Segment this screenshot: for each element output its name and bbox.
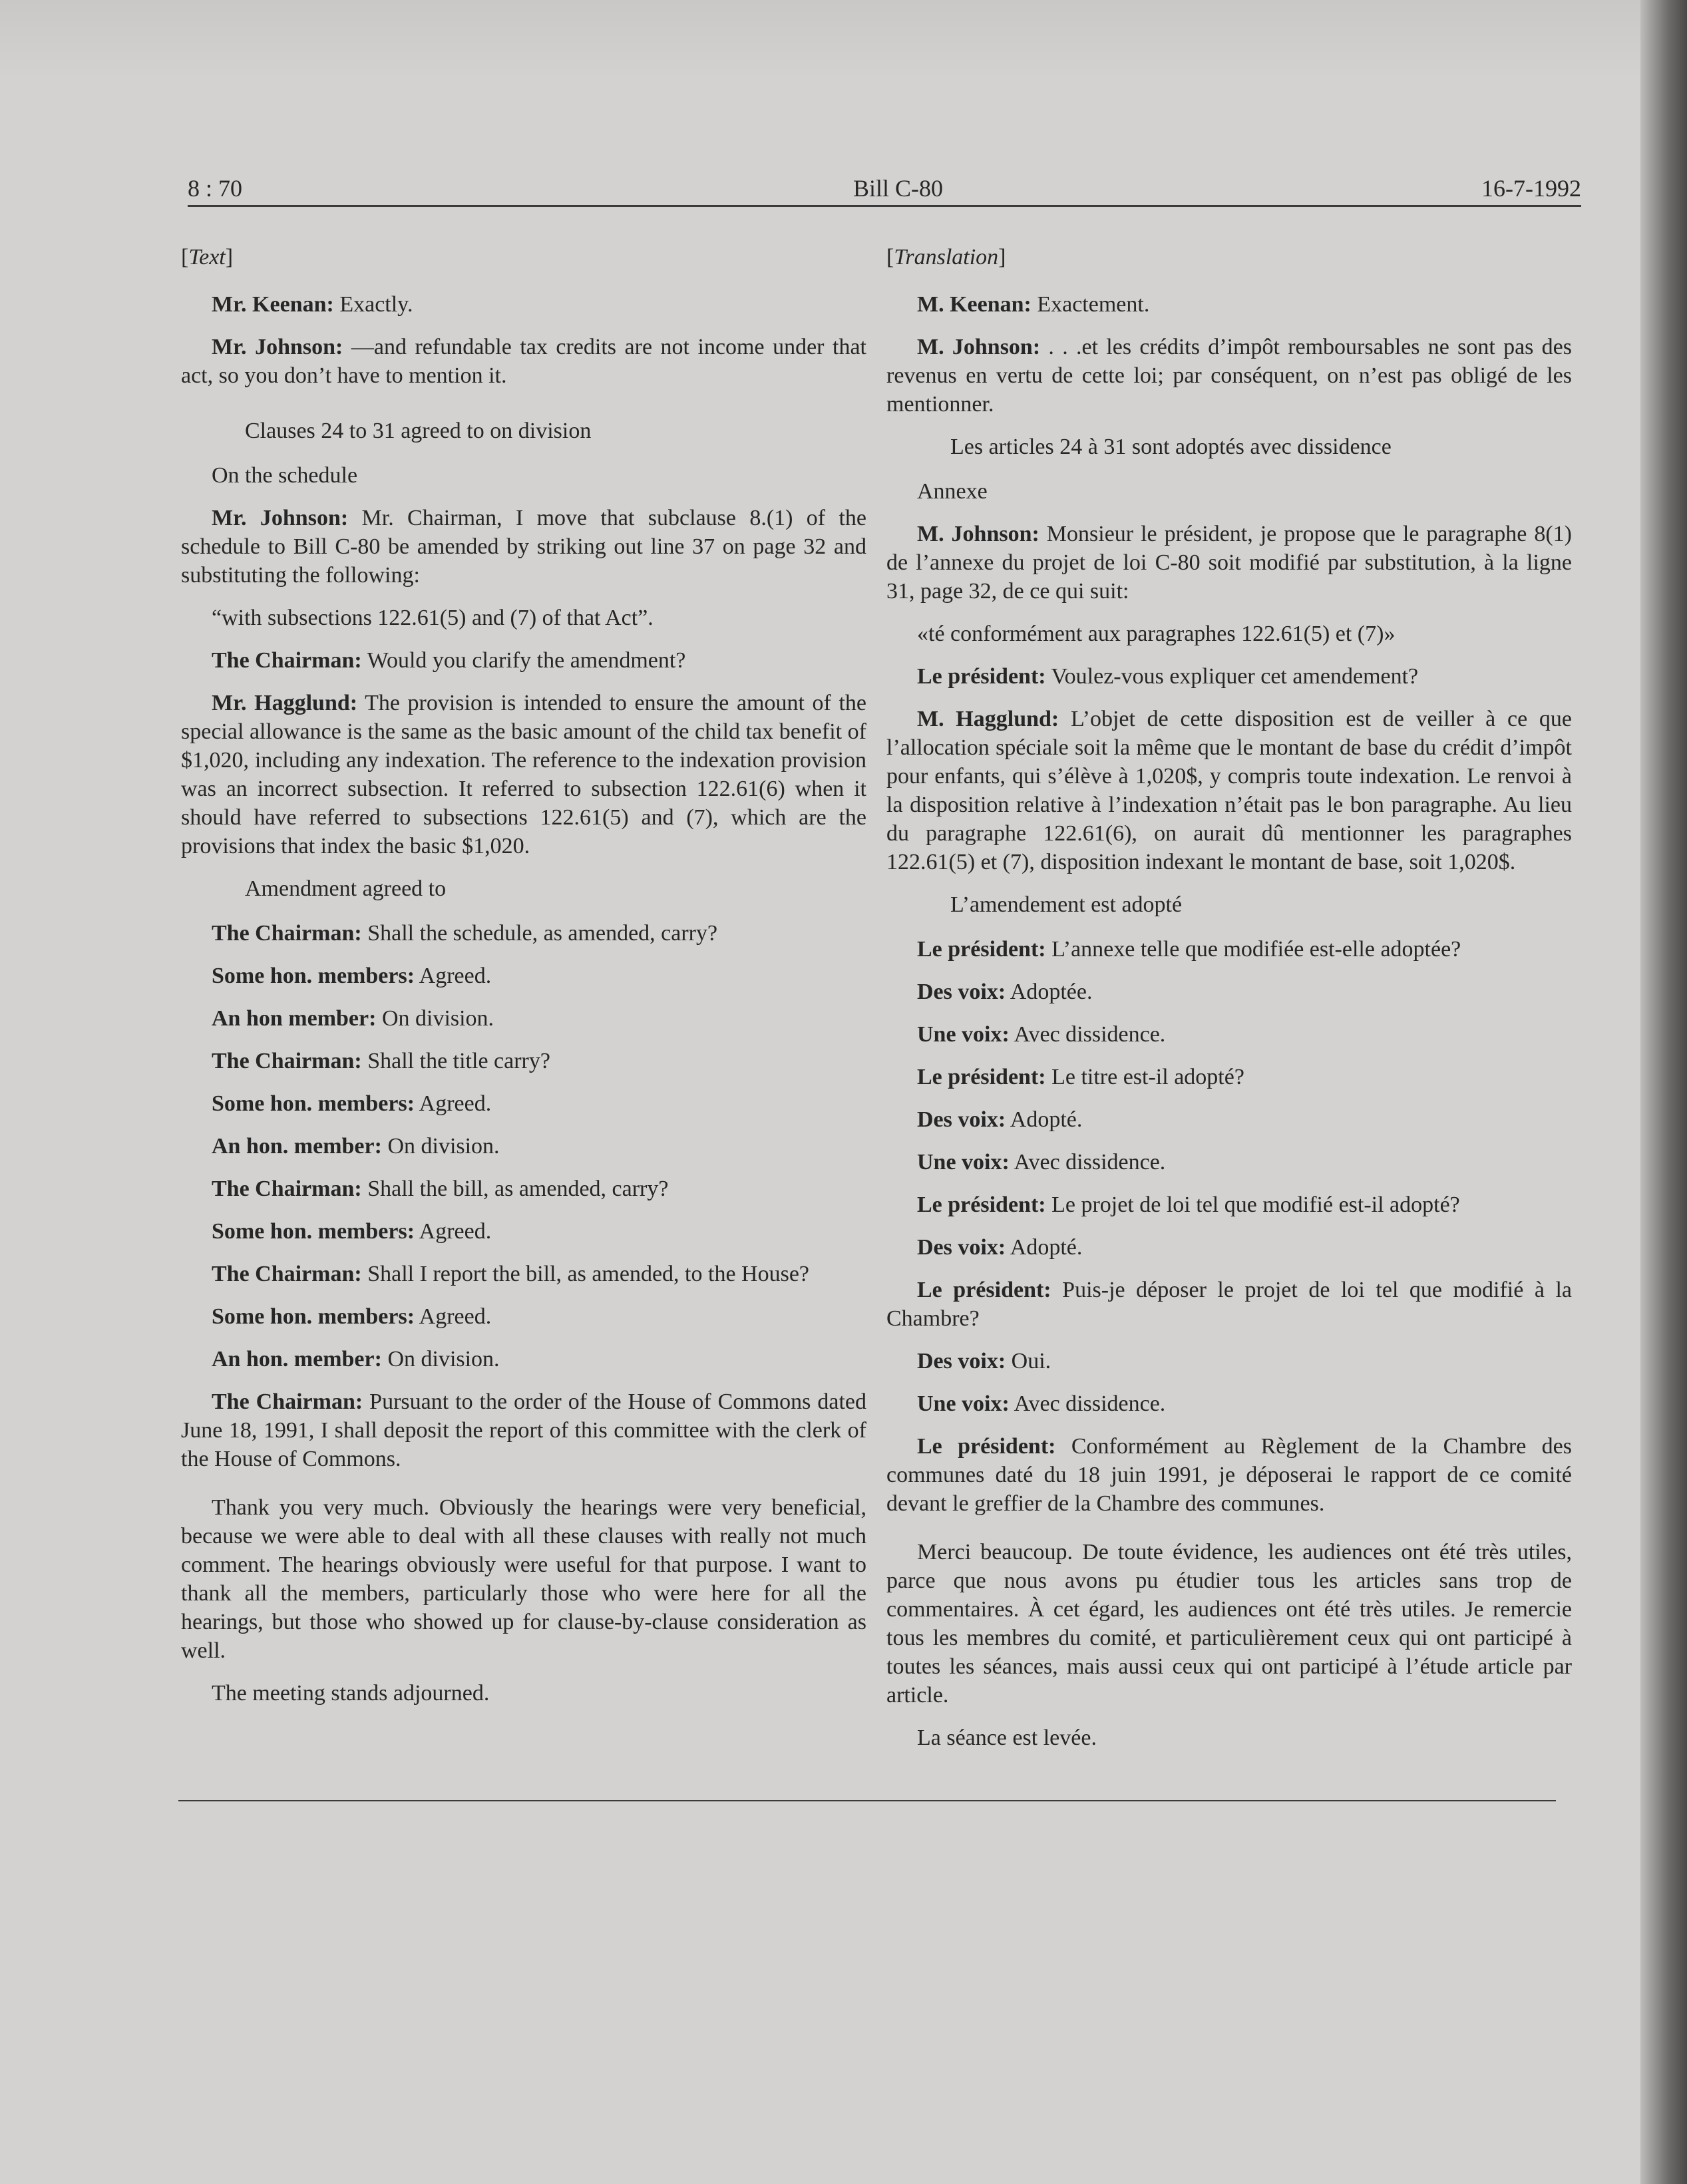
speech: Pursuant to the order of the House of Commons dated June 18, 1991, I shall deposit the report of this committee with the clerk of the House of Commons. <box>181 1389 866 1471</box>
closing-note: La séance est levée. <box>917 1726 1097 1750</box>
header-rule <box>188 205 1581 207</box>
speaker: M. Johnson: <box>917 522 1039 546</box>
speech: Shall the bill, as amended, carry? <box>361 1177 669 1201</box>
paragraph: Merci beaucoup. De toute évidence, les audiences ont été très utiles, parce que nous avons pu étudier tous les articles sans trop de commentaires. À cet égard, les audiences ont été très utiles. Je remercie tous les membres du comité, et particulièrement ceux qui ont participé à toutes les séances, mais aussi ceux qui ont participé à l’étude article par article. <box>886 1540 1572 1708</box>
bracket-open: [ <box>886 245 894 270</box>
speaker: Une voix: <box>917 1150 1010 1175</box>
paragraph: Thank you very much. Obviously the hearings were very beneficial, because we were able to deal with all these clauses with really not much comment. The hearings obviously were useful for that purpose. I want to thank all the members, particularly those who were here for all the hearings, but those who showed up for clause-by-clause consideration as well. <box>181 1495 866 1663</box>
speaker: Le président: <box>917 1434 1056 1459</box>
speaker: The Chairman: <box>212 1389 363 1414</box>
paragraph <box>886 1432 1572 1518</box>
english-column <box>181 243 866 1722</box>
speech: Shall the title carry? <box>361 1049 550 1073</box>
closing-note: The meeting stands adjourned. <box>212 1681 490 1706</box>
speaker: Des voix: <box>917 1235 1006 1260</box>
proceeding-note: Clauses 24 to 31 agreed to on division <box>245 419 592 443</box>
speaker: Des voix: <box>917 1349 1006 1373</box>
speech: The provision is intended to ensure the amount of the special allowance is the same as the basic amount of the child tax benefit of $1,020, including any indexation. The reference to the indexation provision was an incorrect subsection. It referred to subsection 122.61(6) when it should have referred to subsections 122.61(5) and (7), which are the provisions that index the basic $1,020. <box>181 691 866 858</box>
paragraph <box>181 1047 866 1075</box>
paragraph <box>181 1089 866 1118</box>
speech: Shall I report the bill, as amended, to the House? <box>361 1262 809 1286</box>
speech: Puis-je déposer le projet de loi tel que modifié à la Chambre? <box>886 1278 1573 1331</box>
paragraph <box>181 1345 866 1373</box>
speaker: Mr. Keenan: <box>212 292 334 317</box>
speech: Oui. <box>1006 1349 1051 1373</box>
paragraph <box>886 290 1572 319</box>
paragraph <box>181 1004 866 1033</box>
bracket-close: ] <box>225 245 234 270</box>
paragraph <box>181 689 866 860</box>
language-label-text: Text <box>188 245 226 270</box>
speech: On division. <box>381 1134 500 1159</box>
speech: On division. <box>381 1347 500 1371</box>
speaker: Le président: <box>917 1278 1051 1302</box>
paragraph <box>886 1276 1572 1333</box>
bill-title: Bill C-80 <box>853 175 944 202</box>
paragraph <box>886 1063 1572 1091</box>
paragraph <box>886 935 1572 964</box>
page-edge-shadow <box>1640 0 1687 2184</box>
paragraph <box>886 1389 1572 1418</box>
speaker: Le président: <box>917 1065 1046 1089</box>
speech: Avec dissidence. <box>1009 1150 1166 1175</box>
section-note: On the schedule <box>212 463 358 488</box>
speaker: Des voix: <box>917 1107 1006 1132</box>
speaker: The Chairman: <box>212 1049 362 1073</box>
speech: Adoptée. <box>1006 980 1093 1004</box>
language-label <box>886 243 1572 272</box>
quoted-amendment: «té conformément aux paragraphes 122.61(5) et (7)» <box>917 622 1396 646</box>
speaker: An hon. member: <box>212 1134 382 1159</box>
speaker: Mr. Johnson: <box>212 506 349 530</box>
speaker: Some hon. members: <box>212 1304 415 1329</box>
paragraph <box>886 1148 1572 1177</box>
speaker: Some hon. members: <box>212 964 415 988</box>
speaker: Some hon. members: <box>212 1219 415 1244</box>
speaker: Le président: <box>917 1192 1046 1217</box>
paragraph <box>181 919 866 948</box>
page-number: 8 : 70 <box>188 175 243 202</box>
language-label-text: Translation <box>894 245 999 270</box>
speaker: Une voix: <box>917 1391 1010 1416</box>
paragraph <box>181 1260 866 1288</box>
paragraph <box>181 1132 866 1161</box>
footer-rule <box>178 1800 1556 1801</box>
speaker: Mr. Hagglund: <box>212 691 358 715</box>
speech: Exactement. <box>1031 292 1150 317</box>
speech: Avec dissidence. <box>1009 1391 1166 1416</box>
speaker: Some hon. members: <box>212 1091 415 1116</box>
speech: Agreed. <box>415 964 492 988</box>
paragraph <box>886 705 1572 876</box>
speech: Voulez-vous expliquer cet amendement? <box>1045 664 1419 689</box>
paragraph <box>181 1175 866 1203</box>
proceeding-note: L’amendement est adopté <box>950 892 1183 917</box>
paragraph <box>886 1347 1572 1375</box>
speech: Monsieur le président, je propose que le paragraphe 8(1) de l’annexe du projet de loi C-80 soit modifié par substitution, à la ligne 31, page 32, de ce qui suit: <box>886 522 1572 604</box>
speaker: The Chairman: <box>212 921 362 946</box>
paragraph <box>181 290 866 319</box>
proceeding-note: Les articles 24 à 31 sont adoptés avec dissidence <box>950 435 1392 459</box>
speech: . . .et les crédits d’impôt remboursables ne sont pas des revenus en vertu de cette loi; par conséquent, on n’est pas obligé de les mentionner. <box>886 335 1573 417</box>
speaker: The Chairman: <box>212 1262 362 1286</box>
speech: L’annexe telle que modifiée est-elle adoptée? <box>1045 937 1461 962</box>
section-note: Annexe <box>917 479 988 504</box>
speech: Le titre est-il adopté? <box>1045 1065 1244 1089</box>
speech: Le projet de loi tel que modifié est-il adopté? <box>1045 1192 1460 1217</box>
paragraph <box>181 962 866 990</box>
paragraph <box>886 1190 1572 1219</box>
speech: Adopté. <box>1006 1107 1083 1132</box>
language-label <box>181 243 866 272</box>
speech: Agreed. <box>415 1219 492 1244</box>
paragraph <box>181 1387 866 1473</box>
speech: Would you clarify the amendment? <box>361 648 686 673</box>
speech: Shall the schedule, as amended, carry? <box>361 921 718 946</box>
paragraph <box>886 1020 1572 1049</box>
paragraph <box>886 978 1572 1006</box>
speaker: M. Johnson: <box>917 335 1041 359</box>
proceeding-note: Amendment agreed to <box>245 876 447 901</box>
paragraph <box>886 662 1572 691</box>
paragraph <box>886 333 1572 419</box>
paragraph <box>181 1217 866 1246</box>
paragraph <box>181 333 866 390</box>
speech: Adopté. <box>1006 1235 1083 1260</box>
paragraph <box>181 504 866 590</box>
speaker: Une voix: <box>917 1022 1010 1047</box>
speaker: An hon member: <box>212 1006 377 1031</box>
speech: Conformément au Règlement de la Chambre des communes daté du 18 juin 1991, je déposerai le rapport de ce comité devant le greffier de la Chambre des communes. <box>886 1434 1572 1516</box>
speech: Exactly. <box>333 292 413 317</box>
speech: —and refundable tax credits are not income under that act, so you don’t have to mention it. <box>181 335 866 388</box>
paragraph <box>886 520 1572 606</box>
speaker: M. Hagglund: <box>917 707 1059 731</box>
speaker: The Chairman: <box>212 648 362 673</box>
speaker: An hon. member: <box>212 1347 382 1371</box>
paragraph <box>181 646 866 675</box>
speech: Agreed. <box>415 1304 492 1329</box>
paragraph <box>886 1233 1572 1262</box>
paragraph <box>886 1105 1572 1134</box>
speech: L’objet de cette disposition est de veiller à ce que l’allocation spéciale soit la même que le montant de base du crédit d’impôt pour enfants, qui s’élève à 1,020$, y compris toute indexation. Le renvoi à la disposition relative à l’indexation n’était pas le bon paragraphe. Au lieu du paragraphe 122.61(6), on aurait dû mentionner les paragraphes 122.61(5) et (7), disposition indexant le montant de base, soit 1,020$. <box>886 707 1572 874</box>
speaker: Le président: <box>917 937 1046 962</box>
bracket-open: [ <box>181 245 189 270</box>
paragraph <box>181 1302 866 1331</box>
speech: On division. <box>376 1006 494 1031</box>
quoted-amendment: “with subsections 122.61(5) and (7) of that Act”. <box>212 606 654 630</box>
speech: Agreed. <box>415 1091 492 1116</box>
speaker: Des voix: <box>917 980 1006 1004</box>
speaker: M. Keenan: <box>917 292 1031 317</box>
french-column <box>886 243 1572 1766</box>
bracket-close: ] <box>998 245 1006 270</box>
speech: Avec dissidence. <box>1009 1022 1166 1047</box>
running-header <box>188 174 1581 206</box>
speaker: Le président: <box>917 664 1046 689</box>
page-top-shadow <box>0 0 1640 80</box>
speech: Mr. Chairman, I move that subclause 8.(1) of the schedule to Bill C-80 be amended by striking out line 37 on page 32 and substituting the following: <box>181 506 867 588</box>
header-date: 16-7-1992 <box>1481 175 1581 202</box>
speaker: Mr. Johnson: <box>212 335 343 359</box>
speaker: The Chairman: <box>212 1177 362 1201</box>
